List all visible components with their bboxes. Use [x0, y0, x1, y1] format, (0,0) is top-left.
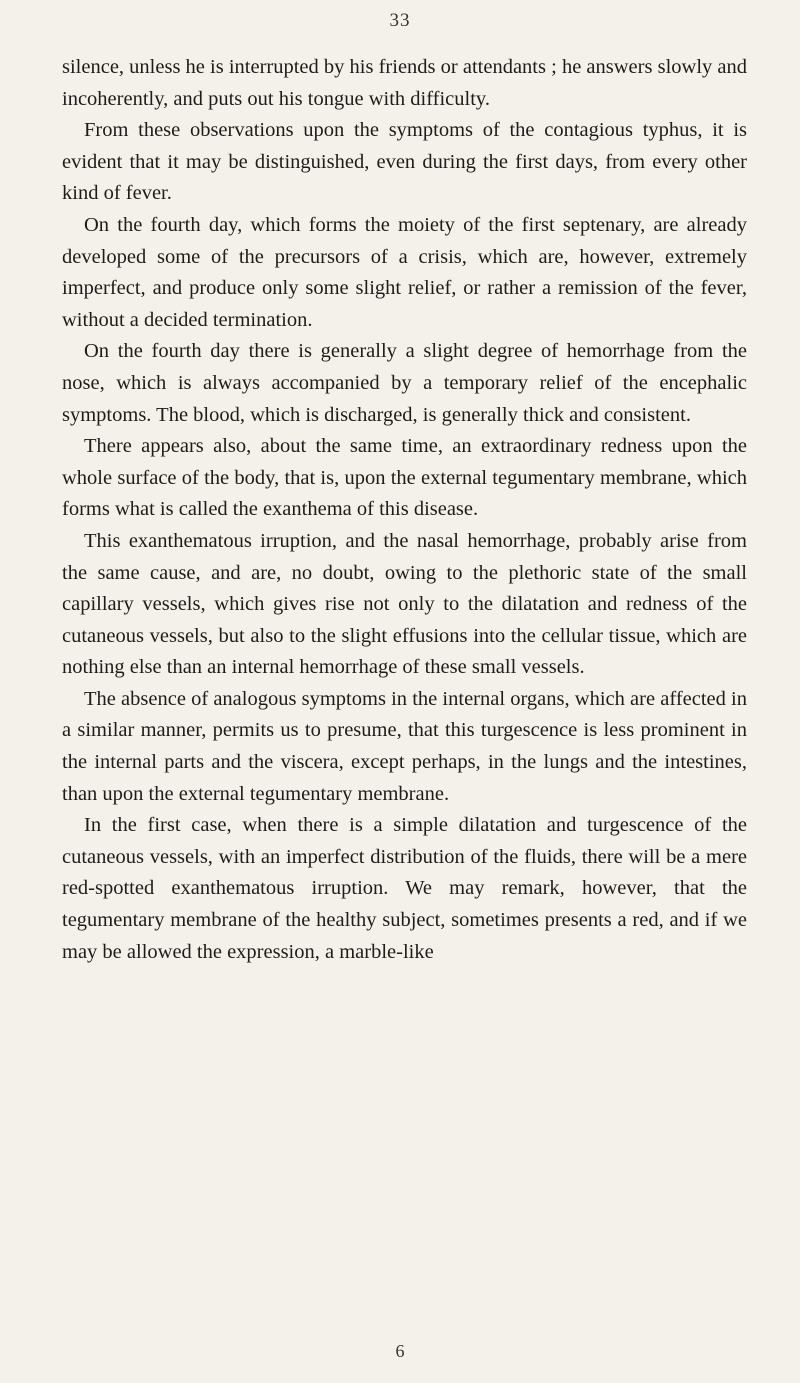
paragraph-fourth-day-crisis: On the fourth day, which forms the moiety of the first septenary, are already developed some of the precursors of a crisis, which are, however, extremely imperfect, and produce only some slight relief, or rather a remission of the fever, without a decided termination.: [62, 213, 747, 331]
paragraph-redness: There appears also, about the same time, an extraordinary redness upon the whole surface of the body, that is, upon the external tegumentary membrane, which forms what is called the exanthema of this disease.: [62, 435, 747, 521]
body-text: [62, 52, 747, 968]
page-number: 33: [389, 10, 411, 31]
paragraph-first-case: In the first case, when there is a simple dilatation and turgescence of the cutaneous vessels, with an imperfect distribution of the fluids, there will be a mere red-spotted exanthematous irruption. We may remark, however, that the tegumentary membrane of the healthy subject, sometimes presents a red, and if we may be allowed the expression, a marble-like: [62, 814, 747, 963]
signature-mark: 6: [395, 1341, 405, 1361]
paragraph-observations: From these observations upon the symptoms of the contagious typhus, it is evident that it may be distinguished, even during the first days, from every other kind of fever.: [62, 119, 747, 205]
paragraph-continuation: silence, unless he is interrupted by his friends or attendants ; he answers slowly and incoherently, and puts out his tongue with difficulty.: [62, 56, 747, 110]
paragraph-internal-organs: The absence of analogous symptoms in the internal organs, which are affected in a similar manner, permits us to presume, that this turgescence is less prominent in the internal parts and the viscera, except perhaps, in the lungs and the intestines, than upon the external tegumentary membrane.: [62, 687, 747, 805]
paragraph-hemorrhage: On the fourth day there is generally a slight degree of hemorrhage from the nose, which is always accompanied by a temporary relief of the encephalic symptoms. The blood, which is discharged, is generally thick and consistent.: [62, 340, 747, 426]
paragraph-exanthematous-irruption: This exanthematous irruption, and the nasal hemorrhage, probably arise from the same cause, and are, no doubt, owing to the plethoric state of the small capillary vessels, which gives rise not only to the dilatation and redness of the cutaneous vessels, but also to the slight effusions into the cellular tissue, which are nothing else than an internal hemorrhage of these small vessels.: [62, 529, 747, 679]
